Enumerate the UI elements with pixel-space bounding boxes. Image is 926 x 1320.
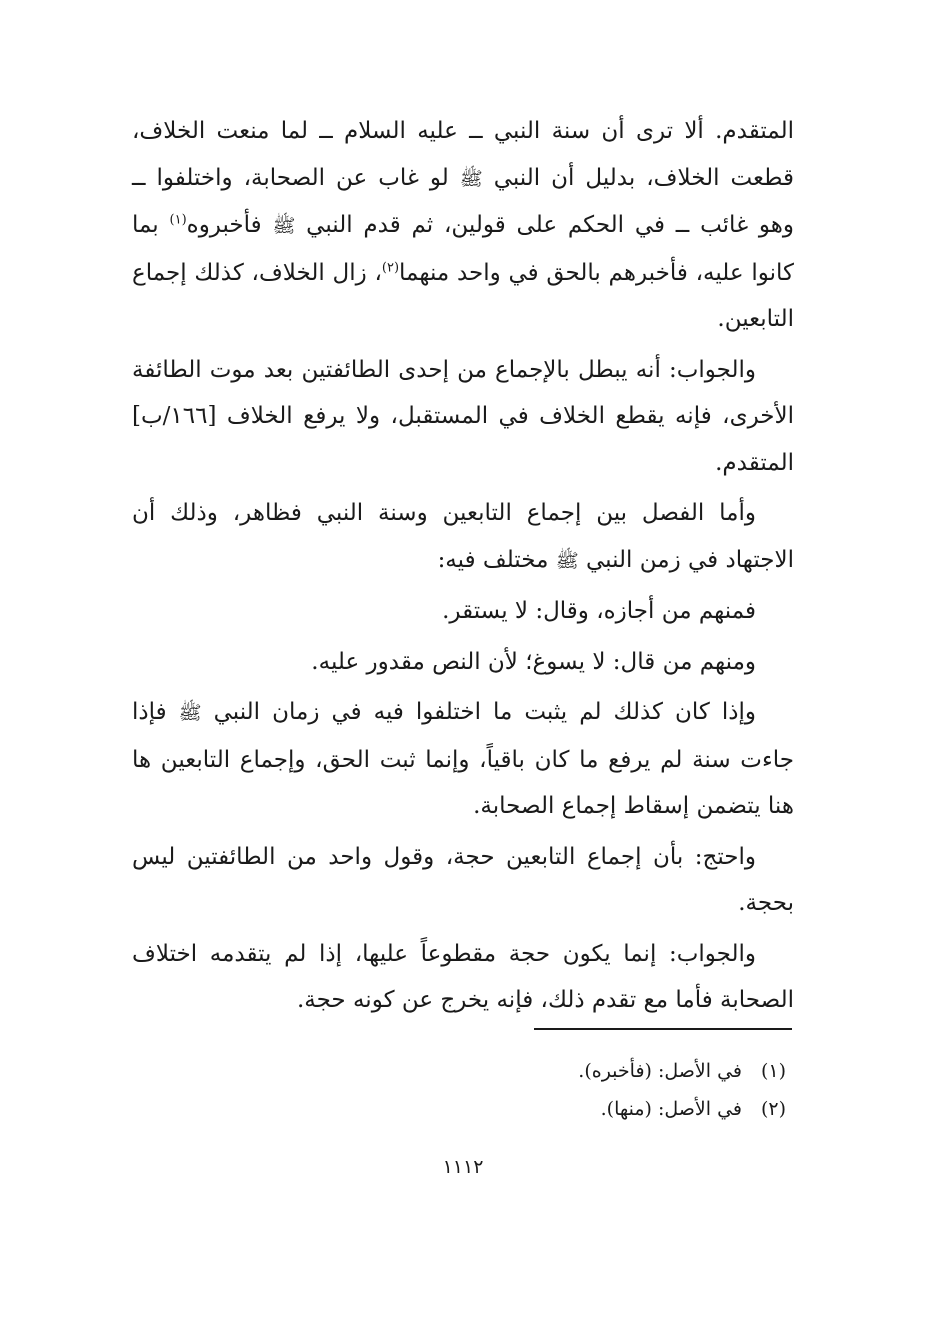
footnote-1 <box>386 1052 786 1090</box>
footnote-ref-1[interactable]: (١) <box>169 212 187 228</box>
paragraph-5: ومنهم من قال: لا يسوغ؛ لأن النص مقدور عليه. <box>311 648 756 675</box>
paragraph-6: وإذا كان كذلك لم يثبت ما اختلفوا فيه في زمان النبي ﷺ فإذا جاءت سنة لم يرفع ما كان باقياً، وإنما ثبت الحق، وإجماع التابعين ها هنا يتضمن إسقاط إجماع الصحابة. <box>132 699 794 819</box>
main-text <box>132 108 794 1028</box>
paragraph-1: المتقدم. ألا ترى أن سنة النبي ــ عليه السلام ــ لما منعت الخلاف، قطعت الخلاف، بدليل أن النبي ﷺ لو غاب عن الصحابة، واختلفوا ــ وهو غائب ــ في الحكم على قولين، ثم قدم النبي ﷺ فأخبروه$^{(١)}$ بما كانوا عليه، فأخبرهم بالحق في واحد منهما$^{(٢)}$، زال الخلاف، كذلك إجماع التابعين. <box>132 118 794 332</box>
footnote-text: في الأصل: (منها). <box>600 1098 742 1120</box>
footnote-number: (١) <box>760 1060 786 1082</box>
prophet-honorific: ﷺ <box>555 549 579 572</box>
footnote-text: في الأصل: (فأخبره). <box>578 1060 742 1082</box>
footnote-separator <box>534 1028 792 1030</box>
prophet-honorific: ﷺ <box>459 167 483 190</box>
paragraph-8: والجواب: إنما يكون حجة مقطوعاً عليها، إذا لم يتقدمه اختلاف الصحابة فأما مع تقدم ذلك، فإنه يخرج عن كونه حجة. <box>132 940 794 1013</box>
footnotes <box>386 1052 786 1128</box>
paragraph-2: والجواب: أنه يبطل بالإجماع من إحدى الطائفتين بعد موت الطائفة الأخرى، فإنه يقطع الخلاف في المستقبل، ولا يرفع الخلاف [١٦٦/ب] المتقدم. <box>132 356 794 476</box>
page-number: ١١١٢ <box>442 1156 484 1178</box>
paragraph-7: واحتج: بأن إجماع التابعين حجة، وقول واحد من الطائفتين ليس بحجة. <box>132 843 794 916</box>
footnote-ref-2[interactable]: (٢) <box>381 259 400 275</box>
prophet-honorific: ﷺ <box>272 215 296 237</box>
paragraph-3: وأما الفصل بين إجماع التابعين وسنة النبي فظاهر، وذلك أن الاجتهاد في زمن النبي ﷺ مختلف فيه: <box>132 500 794 573</box>
prophet-honorific: ﷺ <box>178 702 202 724</box>
footnote-2 <box>386 1090 786 1128</box>
paragraph-4: فمنهم من أجازه، وقال: لا يستقر. <box>442 598 756 624</box>
footnote-number: (٢) <box>760 1098 786 1120</box>
